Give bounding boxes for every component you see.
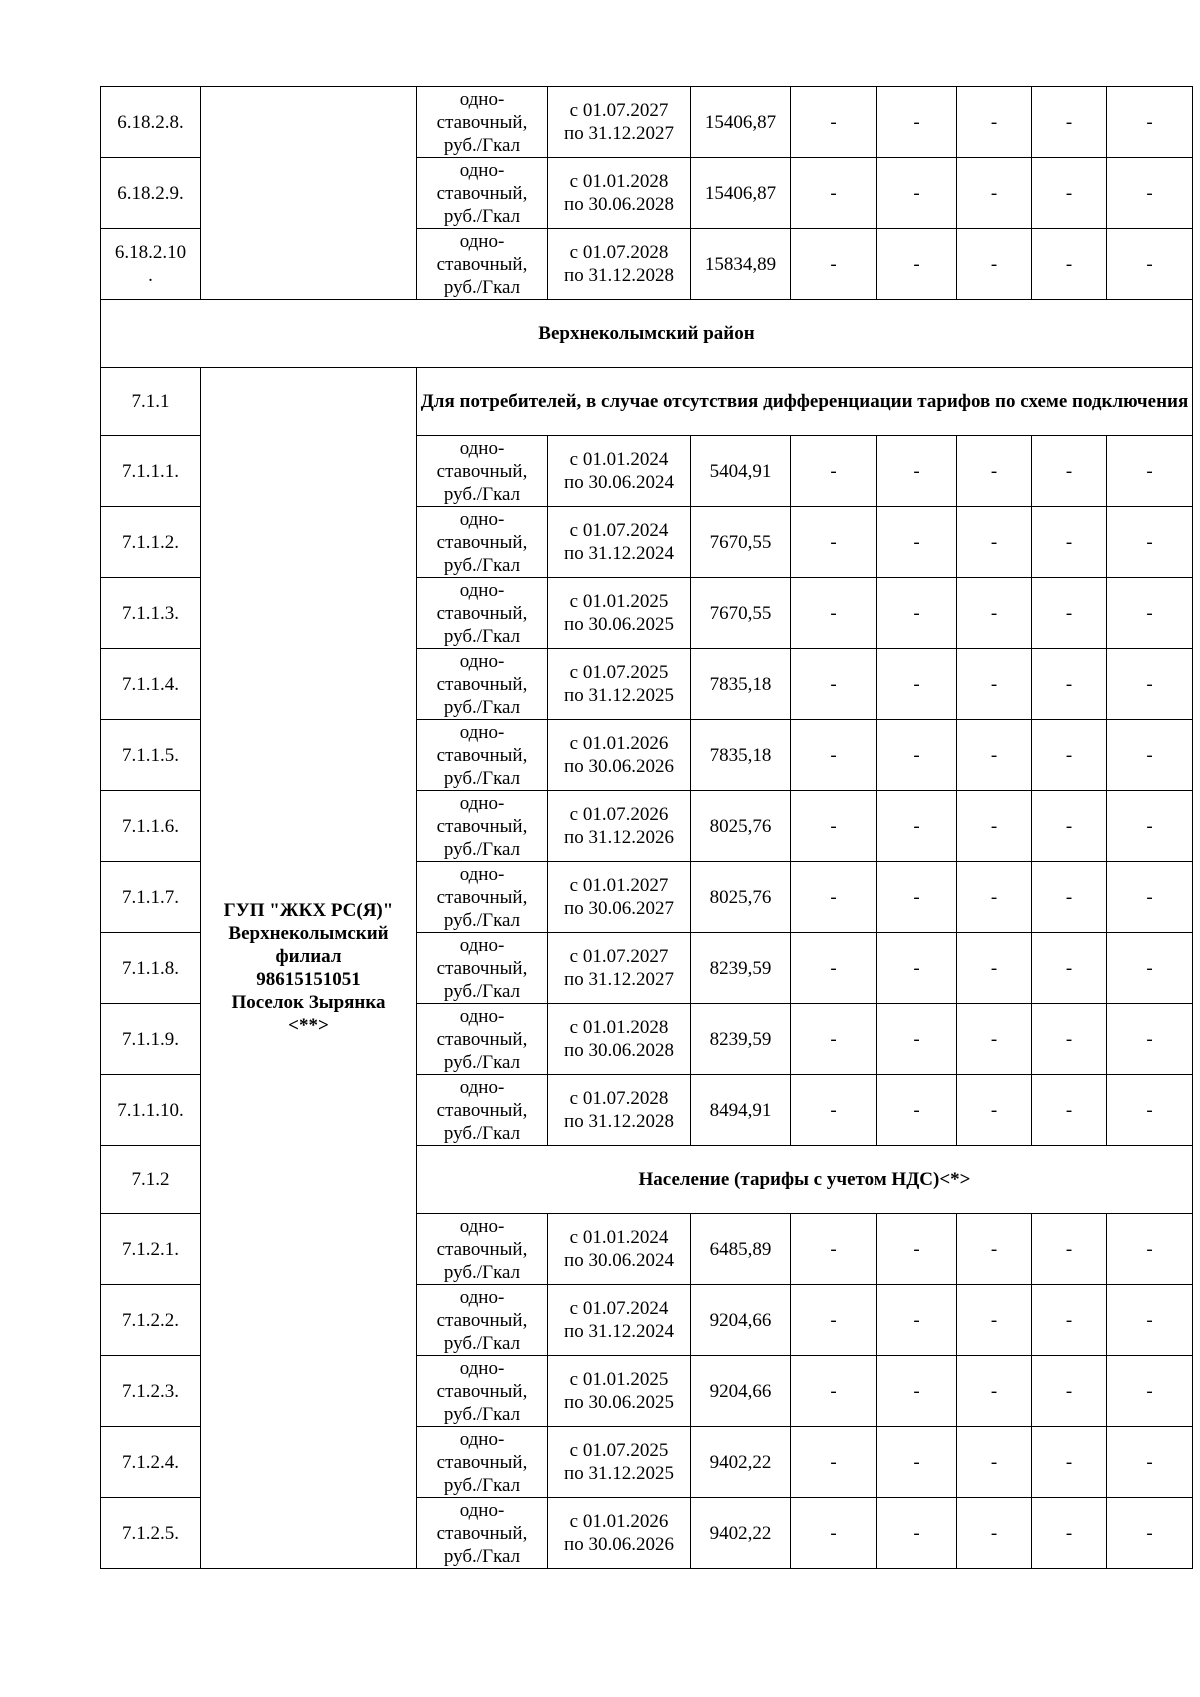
- empty-value-dash: -: [1032, 933, 1107, 1004]
- period-from: с 01.07.2025: [569, 1440, 669, 1461]
- tariff-value: 15406,87: [691, 158, 791, 229]
- row-number: 7.1.1.10.: [101, 1075, 201, 1146]
- rate-unit: одно- ставочный, руб./Гкал: [417, 791, 548, 862]
- empty-value-dash: -: [791, 1498, 877, 1569]
- empty-value-dash: -: [791, 158, 877, 229]
- row-number: 7.1.2.2.: [101, 1285, 201, 1356]
- group-title: Население (тарифы с учетом НДС)<*>: [417, 1146, 1193, 1214]
- period-from: с 01.01.2024: [569, 449, 669, 470]
- period-from: с 01.07.2028: [569, 1088, 669, 1109]
- empty-value-dash: -: [877, 436, 957, 507]
- empty-value-dash: -: [791, 1427, 877, 1498]
- empty-value-dash: -: [957, 578, 1032, 649]
- empty-value-dash: -: [791, 87, 877, 158]
- empty-value-dash: -: [791, 933, 877, 1004]
- tariff-value: 9204,66: [691, 1356, 791, 1427]
- empty-value-dash: -: [1032, 1356, 1107, 1427]
- empty-value-dash: -: [1032, 229, 1107, 300]
- tariff-value: 7670,55: [691, 507, 791, 578]
- tariff-value: 6485,89: [691, 1214, 791, 1285]
- empty-value-dash: -: [957, 229, 1032, 300]
- row-number: 6.18.2.8.: [101, 87, 201, 158]
- period-cell: [548, 158, 691, 229]
- period-from: с 01.01.2025: [569, 591, 669, 612]
- period-to: по 31.12.2028: [564, 265, 674, 286]
- empty-value-dash: -: [957, 158, 1032, 229]
- district-title: Верхнеколымский район: [101, 300, 1193, 368]
- row-number: 7.1.1.6.: [101, 791, 201, 862]
- row-number: 7.1.1.5.: [101, 720, 201, 791]
- table-row: [101, 87, 1193, 158]
- empty-value-dash: -: [957, 720, 1032, 791]
- empty-value-dash: -: [1107, 933, 1193, 1004]
- tariff-value: 9402,22: [691, 1427, 791, 1498]
- row-number: 6.18.2.9.: [101, 158, 201, 229]
- tariff-value: 8025,76: [691, 862, 791, 933]
- empty-value-dash: -: [1107, 229, 1193, 300]
- row-number: 6.18.2.10 .: [101, 229, 201, 300]
- empty-value-dash: -: [957, 1075, 1032, 1146]
- row-number: 7.1.1.2.: [101, 507, 201, 578]
- tariff-value: 7835,18: [691, 720, 791, 791]
- empty-value-dash: -: [1032, 862, 1107, 933]
- empty-value-dash: -: [1032, 87, 1107, 158]
- empty-value-dash: -: [1107, 436, 1193, 507]
- group-number: 7.1.1: [101, 368, 201, 436]
- period-from: с 01.01.2026: [569, 733, 669, 754]
- empty-value-dash: -: [877, 1075, 957, 1146]
- period-from: с 01.01.2024: [569, 1227, 669, 1248]
- empty-value-dash: -: [1107, 1214, 1193, 1285]
- tariff-value: 15834,89: [691, 229, 791, 300]
- empty-value-dash: -: [1032, 1214, 1107, 1285]
- rate-unit: одно- ставочный, руб./Гкал: [417, 1285, 548, 1356]
- period-cell: [548, 862, 691, 933]
- empty-value-dash: -: [957, 933, 1032, 1004]
- empty-value-dash: -: [1107, 862, 1193, 933]
- empty-value-dash: -: [957, 1498, 1032, 1569]
- period-cell: [548, 1075, 691, 1146]
- period-to: по 31.12.2027: [564, 123, 674, 144]
- period-cell: [548, 933, 691, 1004]
- row-number: 7.1.2.5.: [101, 1498, 201, 1569]
- empty-value-dash: -: [877, 229, 957, 300]
- empty-value-dash: -: [1107, 507, 1193, 578]
- rate-unit: одно- ставочный, руб./Гкал: [417, 862, 548, 933]
- empty-value-dash: -: [877, 578, 957, 649]
- period-to: по 31.12.2025: [564, 685, 674, 706]
- period-cell: [548, 1214, 691, 1285]
- empty-value-dash: -: [957, 862, 1032, 933]
- row-number: 7.1.1.7.: [101, 862, 201, 933]
- period-to: по 30.06.2024: [564, 1250, 674, 1271]
- empty-value-dash: -: [1032, 1075, 1107, 1146]
- period-from: с 01.07.2027: [569, 100, 669, 121]
- empty-value-dash: -: [791, 229, 877, 300]
- empty-value-dash: -: [1107, 578, 1193, 649]
- empty-value-dash: -: [1032, 436, 1107, 507]
- period-to: по 30.06.2028: [564, 194, 674, 215]
- empty-value-dash: -: [877, 158, 957, 229]
- period-to: по 30.06.2025: [564, 1392, 674, 1413]
- empty-value-dash: -: [1107, 1427, 1193, 1498]
- period-to: по 31.12.2026: [564, 827, 674, 848]
- empty-value-dash: -: [877, 1004, 957, 1075]
- rate-unit: одно- ставочный, руб./Гкал: [417, 578, 548, 649]
- group-number: 7.1.2: [101, 1146, 201, 1214]
- empty-value-dash: -: [957, 791, 1032, 862]
- empty-value-dash: -: [877, 1356, 957, 1427]
- empty-value-dash: -: [1107, 649, 1193, 720]
- rate-unit: одно- ставочный, руб./Гкал: [417, 1356, 548, 1427]
- empty-value-dash: -: [1107, 1004, 1193, 1075]
- period-to: по 30.06.2026: [564, 756, 674, 777]
- period-to: по 30.06.2025: [564, 614, 674, 635]
- period-from: с 01.01.2026: [569, 1511, 669, 1532]
- period-to: по 31.12.2024: [564, 543, 674, 564]
- empty-value-dash: -: [791, 578, 877, 649]
- empty-value-dash: -: [1032, 578, 1107, 649]
- period-cell: [548, 229, 691, 300]
- rate-unit: одно- ставочный, руб./Гкал: [417, 649, 548, 720]
- empty-value-dash: -: [791, 1356, 877, 1427]
- period-to: по 30.06.2028: [564, 1040, 674, 1061]
- empty-value-dash: -: [1032, 720, 1107, 791]
- empty-value-dash: -: [877, 1427, 957, 1498]
- period-from: с 01.07.2024: [569, 1298, 669, 1319]
- empty-value-dash: -: [1032, 1427, 1107, 1498]
- empty-value-dash: -: [877, 862, 957, 933]
- period-cell: [548, 436, 691, 507]
- empty-value-dash: -: [1032, 1285, 1107, 1356]
- empty-value-dash: -: [1032, 158, 1107, 229]
- row-number: 7.1.2.4.: [101, 1427, 201, 1498]
- period-from: с 01.01.2028: [569, 171, 669, 192]
- period-from: с 01.07.2026: [569, 804, 669, 825]
- empty-value-dash: -: [791, 1004, 877, 1075]
- period-cell: [548, 791, 691, 862]
- empty-value-dash: -: [877, 1498, 957, 1569]
- empty-value-dash: -: [1107, 791, 1193, 862]
- empty-value-dash: -: [877, 1285, 957, 1356]
- tariff-value: 8025,76: [691, 791, 791, 862]
- period-cell: [548, 1285, 691, 1356]
- period-to: по 30.06.2026: [564, 1534, 674, 1555]
- rate-unit: одно- ставочный, руб./Гкал: [417, 720, 548, 791]
- period-cell: [548, 1356, 691, 1427]
- empty-value-dash: -: [1107, 1075, 1193, 1146]
- period-cell: [548, 87, 691, 158]
- period-cell: [548, 649, 691, 720]
- row-number: 7.1.1.9.: [101, 1004, 201, 1075]
- empty-value-dash: -: [791, 862, 877, 933]
- rate-unit: одно- ставочный, руб./Гкал: [417, 1214, 548, 1285]
- period-from: с 01.01.2025: [569, 1369, 669, 1390]
- tariff-value: 7670,55: [691, 578, 791, 649]
- tariff-value: 7835,18: [691, 649, 791, 720]
- tariff-value: 9402,22: [691, 1498, 791, 1569]
- empty-value-dash: -: [957, 649, 1032, 720]
- empty-value-dash: -: [1107, 1498, 1193, 1569]
- district-row: [101, 300, 1193, 368]
- tariff-value: 8239,59: [691, 933, 791, 1004]
- rate-unit: одно- ставочный, руб./Гкал: [417, 87, 548, 158]
- rate-unit: одно- ставочный, руб./Гкал: [417, 1004, 548, 1075]
- period-cell: [548, 1427, 691, 1498]
- empty-value-dash: -: [791, 1285, 877, 1356]
- period-to: по 31.12.2024: [564, 1321, 674, 1342]
- period-from: с 01.01.2028: [569, 1017, 669, 1038]
- period-from: с 01.01.2027: [569, 875, 669, 896]
- empty-value-dash: -: [1107, 1356, 1193, 1427]
- tariff-value: 9204,66: [691, 1285, 791, 1356]
- empty-value-dash: -: [957, 1356, 1032, 1427]
- period-from: с 01.07.2027: [569, 946, 669, 967]
- row-number: 7.1.1.3.: [101, 578, 201, 649]
- empty-value-dash: -: [957, 1285, 1032, 1356]
- rate-unit: одно- ставочный, руб./Гкал: [417, 1427, 548, 1498]
- period-cell: [548, 720, 691, 791]
- row-number: 7.1.2.3.: [101, 1356, 201, 1427]
- row-number: 7.1.1.4.: [101, 649, 201, 720]
- empty-value-dash: -: [957, 436, 1032, 507]
- period-to: по 30.06.2027: [564, 898, 674, 919]
- empty-value-dash: -: [791, 507, 877, 578]
- period-cell: [548, 507, 691, 578]
- table-body: [101, 87, 1193, 1569]
- tariff-table: [100, 86, 1193, 1569]
- period-from: с 01.07.2024: [569, 520, 669, 541]
- tariff-value: 8239,59: [691, 1004, 791, 1075]
- tariff-value: 5404,91: [691, 436, 791, 507]
- organization-cell: ГУП "ЖКХ РС(Я)" Верхнеколымский филиал 98615151051 Поселок Зырянка <**>: [201, 368, 417, 1569]
- empty-value-dash: -: [877, 791, 957, 862]
- row-number: 7.1.1.8.: [101, 933, 201, 1004]
- empty-value-dash: -: [791, 720, 877, 791]
- empty-value-dash: -: [1032, 649, 1107, 720]
- rate-unit: одно- ставочный, руб./Гкал: [417, 507, 548, 578]
- empty-value-dash: -: [877, 649, 957, 720]
- period-cell: [548, 1004, 691, 1075]
- tariff-value: 8494,91: [691, 1075, 791, 1146]
- row-number: 7.1.2.1.: [101, 1214, 201, 1285]
- group-header-row: [101, 368, 1193, 436]
- period-to: по 31.12.2028: [564, 1111, 674, 1132]
- empty-value-dash: -: [957, 87, 1032, 158]
- row-number: 7.1.1.1.: [101, 436, 201, 507]
- period-from: с 01.07.2025: [569, 662, 669, 683]
- empty-value-dash: -: [1107, 87, 1193, 158]
- empty-value-dash: -: [1107, 720, 1193, 791]
- empty-value-dash: -: [1107, 1285, 1193, 1356]
- empty-value-dash: -: [877, 87, 957, 158]
- empty-value-dash: -: [1032, 507, 1107, 578]
- empty-value-dash: -: [791, 649, 877, 720]
- empty-value-dash: -: [957, 507, 1032, 578]
- rate-unit: одно- ставочный, руб./Гкал: [417, 1498, 548, 1569]
- empty-value-dash: -: [791, 1075, 877, 1146]
- empty-value-dash: -: [877, 507, 957, 578]
- empty-value-dash: -: [1032, 791, 1107, 862]
- empty-value-dash: -: [1032, 1498, 1107, 1569]
- empty-value-dash: -: [957, 1004, 1032, 1075]
- empty-value-dash: -: [791, 436, 877, 507]
- empty-value-dash: -: [877, 933, 957, 1004]
- period-to: по 31.12.2027: [564, 969, 674, 990]
- empty-value-dash: -: [877, 720, 957, 791]
- empty-value-dash: -: [1032, 1004, 1107, 1075]
- group-title: Для потребителей, в случае отсутствия дифференциации тарифов по схеме подключения: [417, 368, 1193, 436]
- empty-value-dash: -: [791, 1214, 877, 1285]
- rate-unit: одно- ставочный, руб./Гкал: [417, 436, 548, 507]
- period-cell: [548, 1498, 691, 1569]
- empty-value-dash: -: [877, 1214, 957, 1285]
- organization-cell-prev: [201, 87, 417, 300]
- rate-unit: одно- ставочный, руб./Гкал: [417, 1075, 548, 1146]
- period-from: с 01.07.2028: [569, 242, 669, 263]
- rate-unit: одно- ставочный, руб./Гкал: [417, 229, 548, 300]
- tariff-value: 15406,87: [691, 87, 791, 158]
- period-to: по 31.12.2025: [564, 1463, 674, 1484]
- rate-unit: одно- ставочный, руб./Гкал: [417, 933, 548, 1004]
- empty-value-dash: -: [791, 791, 877, 862]
- period-to: по 30.06.2024: [564, 472, 674, 493]
- empty-value-dash: -: [1107, 158, 1193, 229]
- empty-value-dash: -: [957, 1214, 1032, 1285]
- period-cell: [548, 578, 691, 649]
- rate-unit: одно- ставочный, руб./Гкал: [417, 158, 548, 229]
- empty-value-dash: -: [957, 1427, 1032, 1498]
